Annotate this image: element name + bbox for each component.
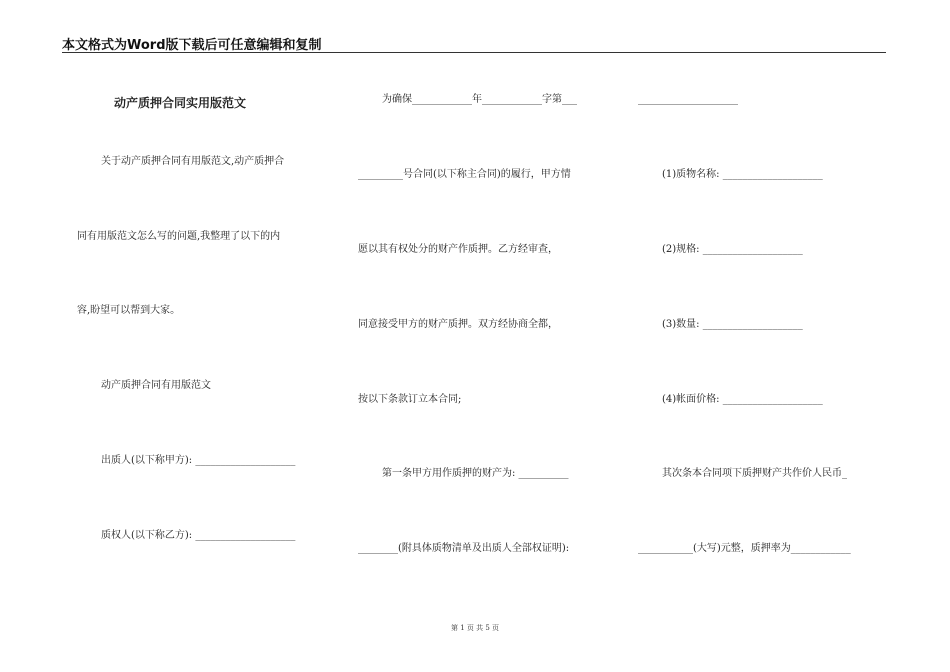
col3-line-5: (4)帐面价格: ____________________ — [662, 394, 823, 405]
header-divider — [62, 52, 886, 53]
col1-line-2: 同有用版范文怎么写的问题,我整理了以下的内 — [77, 231, 281, 242]
col3-line-3: (2)规格: ____________________ — [662, 244, 803, 255]
page-header-banner: 本文格式为Word版下载后可任意编辑和复制 — [62, 38, 322, 53]
col1-line-3: 容,盼望可以帮到大家。 — [77, 305, 181, 316]
col2-line-6: 第一条甲方用作质押的财产为: __________ — [382, 468, 569, 479]
col3-line-6: 其次条本合同项下质押财产共作价人民币_ — [662, 468, 847, 479]
col2-line-5: 按以下条款订立本合同; — [358, 394, 462, 405]
col2-line-2: _________号合同(以下称主合同)的履行，甲方情 — [358, 169, 571, 180]
col2-line-3: 愿以其有权处分的财产作质押。乙方经审查， — [358, 244, 558, 255]
col1-line-1: 关于动产质押合同有用版范文,动产质押合 — [101, 156, 285, 167]
col2-line-1: 为确保____________年____________字第___ — [382, 94, 577, 105]
col3-line-1: ____________________ — [638, 94, 738, 105]
document-title: 动产质押合同实用版范文 — [114, 96, 247, 110]
col3-line-4: (3)数量: ____________________ — [662, 319, 803, 330]
page-number: 第 1 页 共 5 页 — [450, 624, 500, 632]
col1-line-4: 动产质押合同有用版范文 — [101, 380, 211, 391]
col3-line-2: (1)质物名称: ____________________ — [662, 169, 823, 180]
col2-line-7: ________(附具体质物清单及出质人全部权证明): — [358, 543, 570, 554]
col1-line-5: 出质人(以下称甲方): ____________________ — [101, 455, 296, 466]
col2-line-4: 同意接受甲方的财产质押。双方经协商全都， — [358, 319, 558, 330]
col1-line-6: 质权人(以下称乙方): ____________________ — [101, 530, 296, 541]
col3-line-7: ___________(大写)元整，质押率为____________ — [638, 543, 851, 554]
